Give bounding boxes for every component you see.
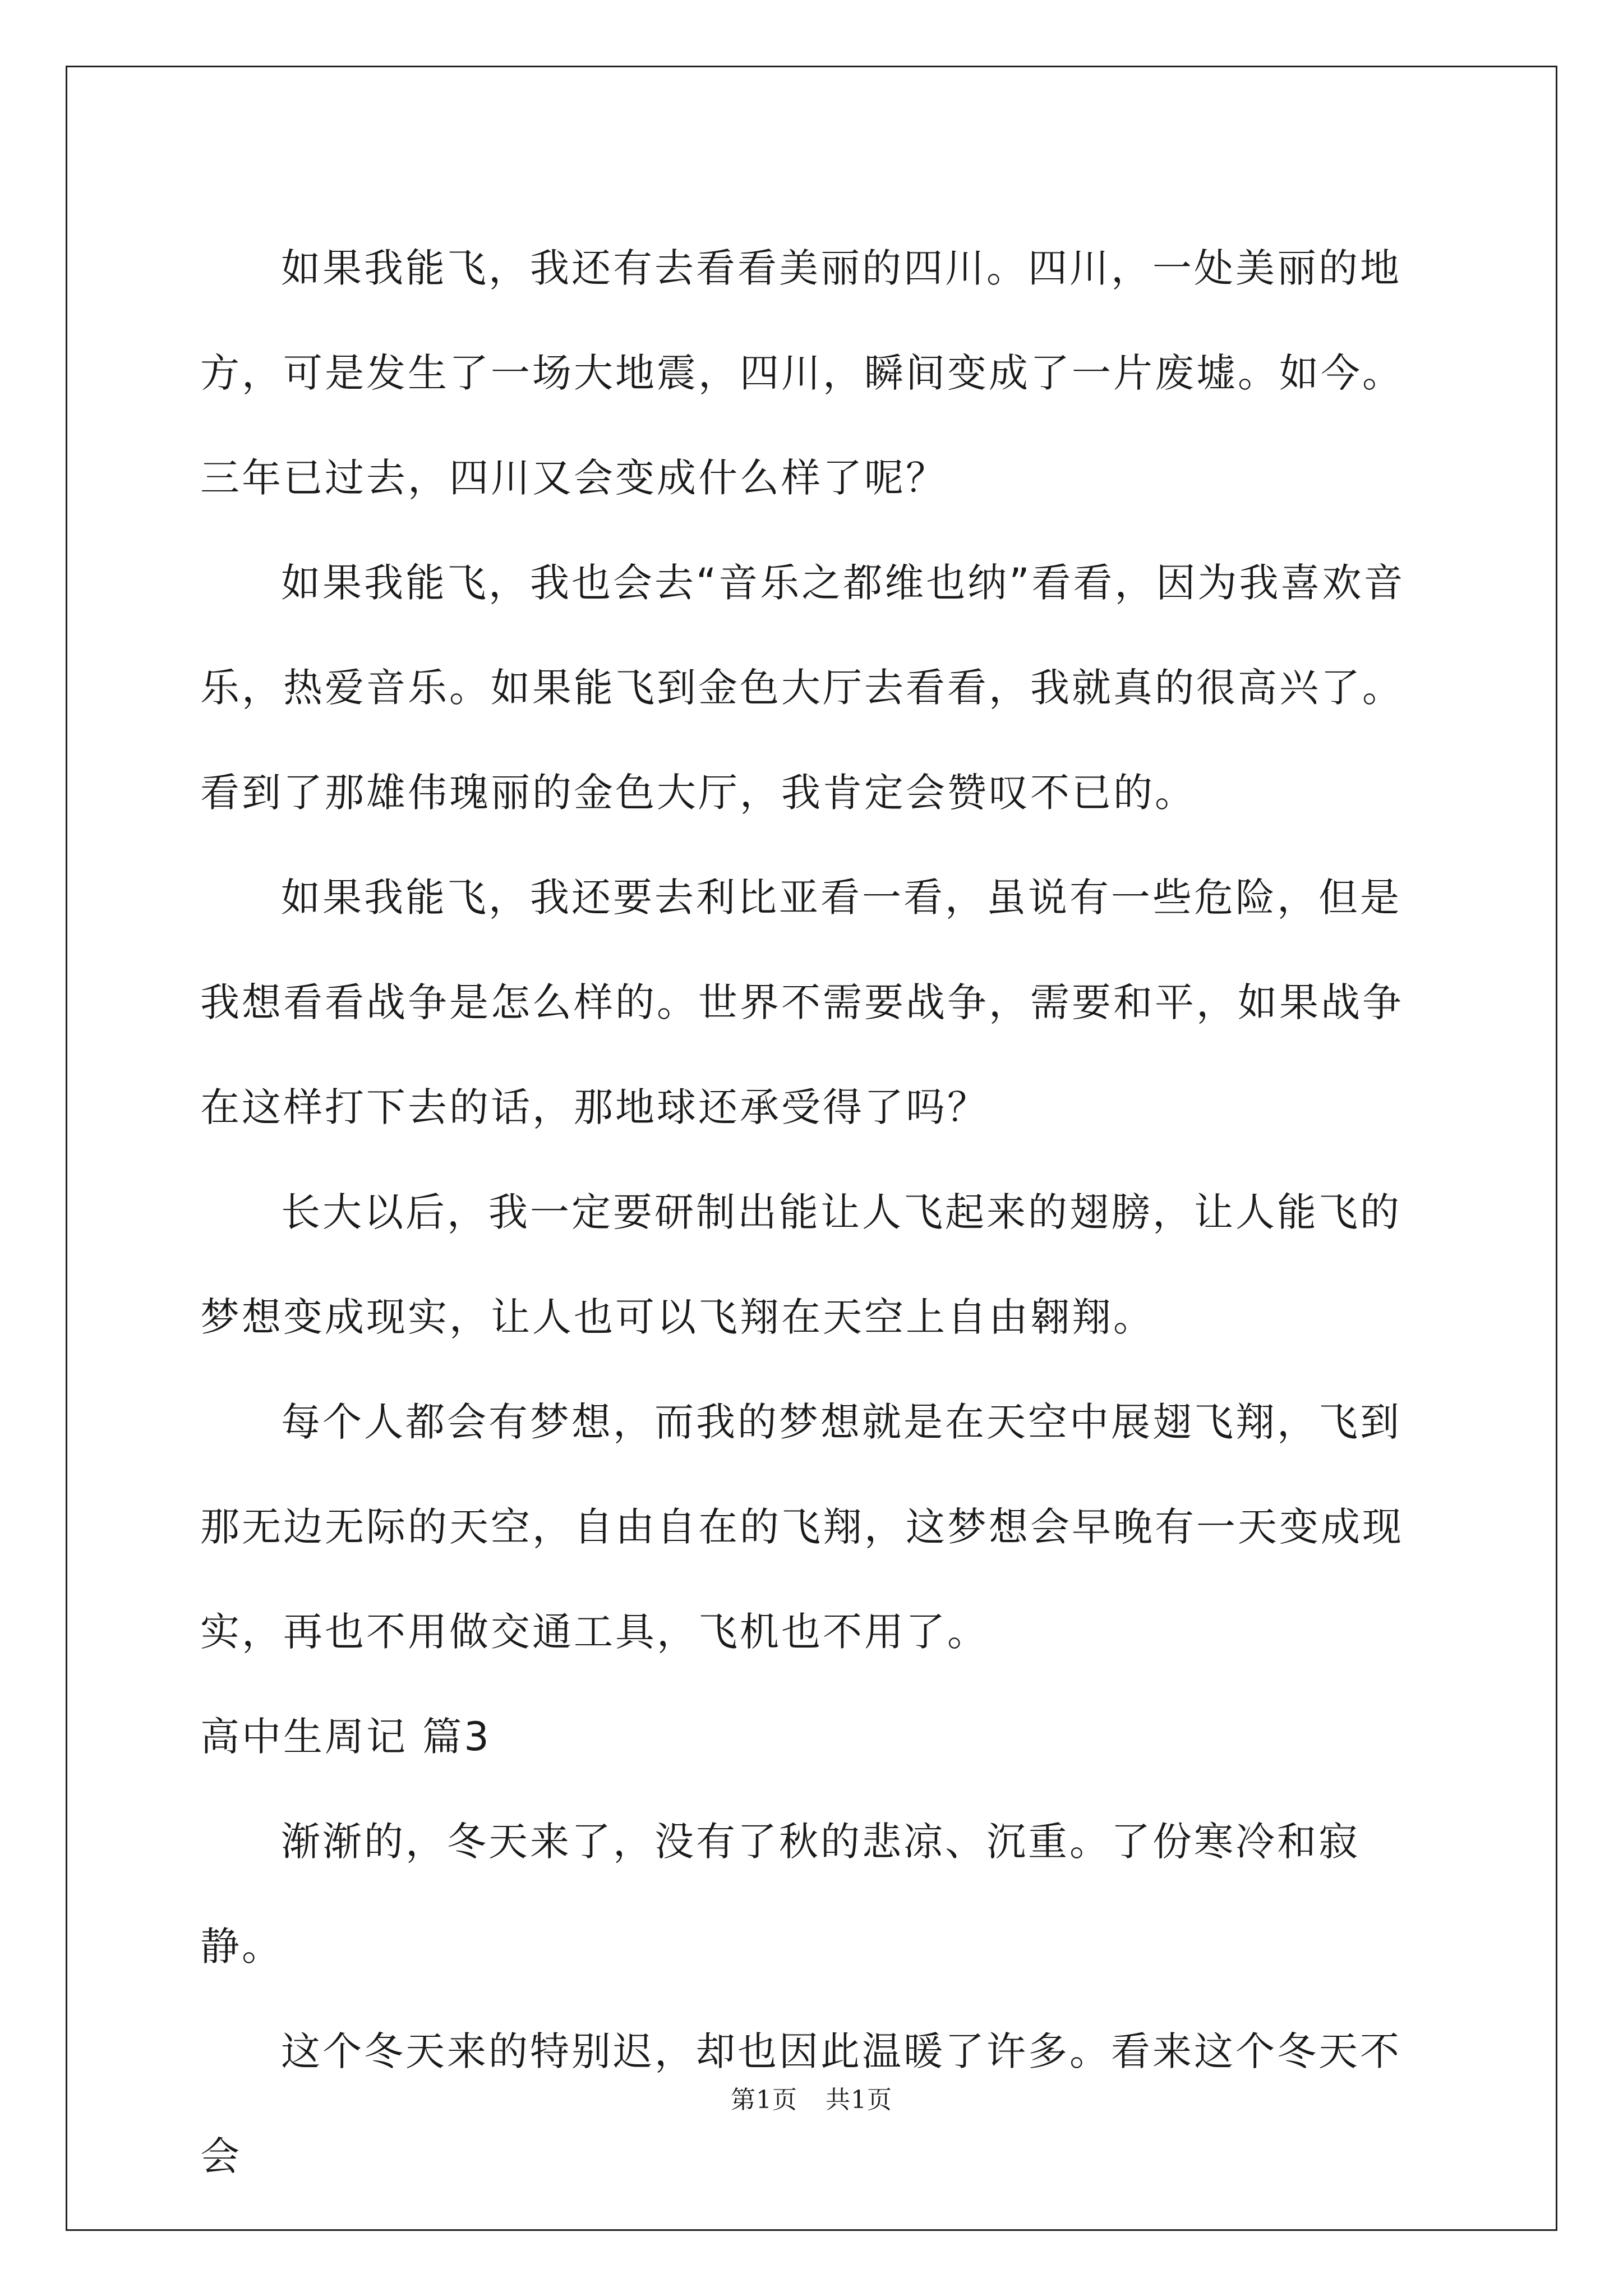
document-body xyxy=(200,216,1434,2209)
page-footer xyxy=(0,2079,1623,2115)
paragraph: 这个冬天来的特别迟，却也因此温暖了许多。看来这个冬天不会 xyxy=(200,2028,1401,2179)
paragraph: 每个人都会有梦想，而我的梦想就是在天空中展翅飞翔，飞到那无边无际的天空，自由自在的飞翔，这梦想会早晚有一天变成现实，再也不用做交通工具，飞机也不用了。 xyxy=(200,1399,1404,1655)
section-heading: 高中生周记 篇3 xyxy=(200,1714,491,1760)
paragraph: 如果我能飞，我还有去看看美丽的四川。四川，一处美丽的地方，可是发生了一场大地震，四川，瞬间变成了一片废墟。如今。三年已过去，四川又会变成什么样了呢？ xyxy=(200,245,1404,501)
paragraph: 长大以后，我一定要研制出能让人飞起来的翅膀，让人能飞的梦想变成现实，让人也可以飞翔在天空上自由翱翔。 xyxy=(200,1189,1401,1340)
page-number: 第1页 xyxy=(731,2086,797,2114)
paragraph: 如果我能飞，我还要去利比亚看一看，虽说有一些危险，但是我想看看战争是怎么样的。世界不需要战争，需要和平，如果战争在这样打下去的话，那地球还承受得了吗？ xyxy=(200,875,1404,1130)
paragraph: 渐渐的，冬天来了，没有了秋的悲凉、沉重。了份寒冷和寂静。 xyxy=(200,1819,1360,1970)
page-total: 共1页 xyxy=(826,2086,892,2114)
paragraph: 如果我能飞，我也会去“音乐之都维也纳”看看，因为我喜欢音乐，热爱音乐。如果能飞到金色大厅去看看，我就真的很高兴了。看到了那雄伟瑰丽的金色大厅，我肯定会赞叹不已的。 xyxy=(200,560,1405,816)
